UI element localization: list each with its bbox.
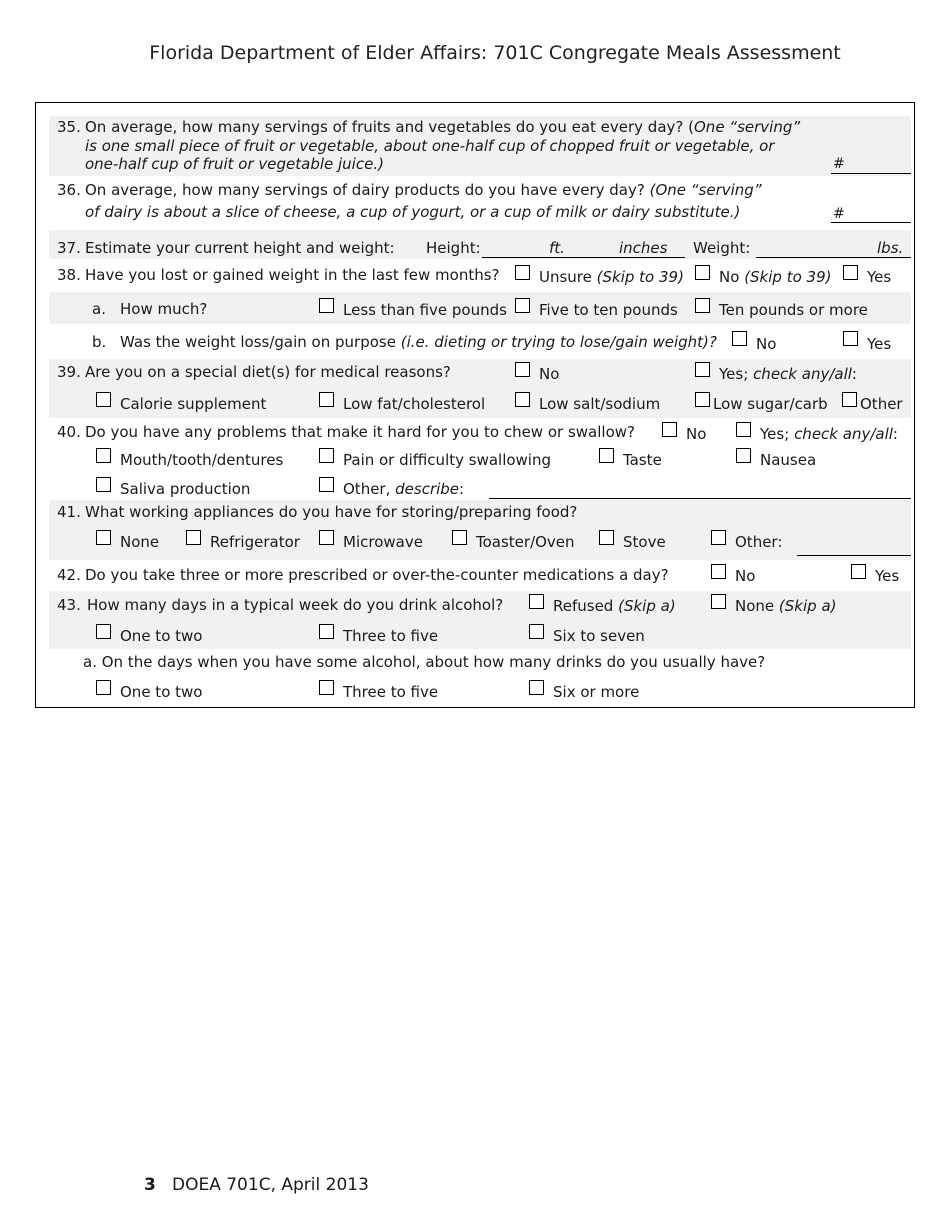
q38-yes-label: Yes [867, 268, 892, 286]
q38a-opt1-label: Less than five pounds [343, 301, 507, 319]
q37-height-label: Height: [426, 239, 481, 257]
q39-lowsugar-checkbox[interactable] [695, 392, 710, 407]
q40-other-colon: : [459, 480, 465, 498]
q40-number: 40. [57, 423, 81, 441]
q40-yes-checkbox[interactable] [736, 422, 751, 437]
q40-taste-checkbox[interactable] [599, 448, 614, 463]
q38-no-label [719, 268, 831, 286]
q43a-onetwo-label: One to two [120, 683, 203, 701]
q41-other-line[interactable] [797, 555, 911, 556]
q41-stove-checkbox[interactable] [599, 530, 614, 545]
q40-yes-text: Yes; [760, 425, 790, 443]
q40-other-describe-line[interactable] [489, 498, 911, 499]
q43a-text: a. On the days when you have some alcohol, about how many drinks do you usually have? [83, 653, 766, 671]
q35-number: 35. [57, 118, 81, 136]
q40-saliva-label: Saliva production [120, 480, 251, 498]
q39-number: 39. [57, 363, 81, 381]
q42-yes-checkbox[interactable] [851, 564, 866, 579]
q41-none-label: None [120, 533, 160, 551]
footer-form-id: DOEA 701C, April 2013 [172, 1175, 369, 1195]
q41-none-checkbox[interactable] [96, 530, 111, 545]
q39-lowsalt-checkbox[interactable] [515, 392, 530, 407]
q40-taste-label: Taste [623, 451, 662, 469]
q43-number: 43. [57, 596, 81, 614]
q36-number: 36. [57, 181, 81, 199]
q41-other-checkbox[interactable] [711, 530, 726, 545]
q37-lbs-unit: lbs. [877, 239, 904, 257]
q35-note-open: ( [688, 118, 694, 136]
q41-toaster-label: Toaster/Oven [476, 533, 575, 551]
q39-lowfat-checkbox[interactable] [319, 392, 334, 407]
q39-no-label: No [539, 365, 560, 383]
q42-text: Do you take three or more prescribed or over-the-counter medications a day? [85, 566, 669, 584]
q40-no-checkbox[interactable] [662, 422, 677, 437]
q41-toaster-checkbox[interactable] [452, 530, 467, 545]
q38a-opt1-checkbox[interactable] [319, 298, 334, 313]
q43a-sixmore-label: Six or more [553, 683, 640, 701]
q39-lowsalt-label: Low salt/sodium [539, 395, 661, 413]
q42-number: 42. [57, 566, 81, 584]
q36-answer-line[interactable] [831, 222, 911, 223]
q41-number: 41. [57, 503, 81, 521]
q36-text [85, 181, 762, 199]
q39-yes-checkbox[interactable] [695, 362, 710, 377]
q39-yes-colon: : [851, 365, 857, 383]
q35-note-line2: is one small piece of fruit or vegetable, about one-half cup of chopped fruit or vegetable, or [85, 137, 775, 155]
q38a-text: How much? [120, 300, 208, 318]
q41-other-label: Other: [735, 533, 783, 551]
q37-number: 37. [57, 239, 81, 257]
q39-calorie-label: Calorie supplement [120, 395, 267, 413]
q35-answer-line[interactable] [831, 173, 911, 174]
q38b-question: Was the weight loss/gain on purpose [120, 333, 396, 351]
q40-saliva-checkbox[interactable] [96, 477, 111, 492]
q38-unsure-note: (Skip to 39) [596, 268, 684, 286]
q35-note-line3: one-half cup of fruit or vegetable juice.) [85, 155, 384, 173]
q38b-note: (i.e. dieting or trying to lose/gain weight)? [400, 333, 717, 351]
q40-yes-note: check any/all [794, 425, 893, 443]
q43-none-label [735, 597, 836, 615]
q43a-onetwo-checkbox[interactable] [96, 680, 111, 695]
q37-weight-line[interactable] [756, 257, 911, 258]
q43-threefive-checkbox[interactable] [319, 624, 334, 639]
q37-text: Estimate your current height and weight: [85, 239, 395, 257]
q35-note-line1: One “serving” [694, 118, 801, 136]
q38a-opt2-label: Five to ten pounds [539, 301, 678, 319]
q40-other-note: describe [395, 480, 460, 498]
q42-no-label: No [735, 567, 756, 585]
footer-page-number: 3 [144, 1175, 156, 1195]
q38b-no-checkbox[interactable] [732, 331, 747, 346]
q43-refused-note: (Skip a) [618, 597, 676, 615]
q38a-opt2-checkbox[interactable] [515, 298, 530, 313]
q41-refrigerator-checkbox[interactable] [186, 530, 201, 545]
q38-yes-checkbox[interactable] [843, 265, 858, 280]
q41-refrigerator-label: Refrigerator [210, 533, 300, 551]
q43-text: How many days in a typical week do you drink alcohol? [87, 596, 504, 614]
q35-hash: # [833, 156, 845, 172]
q35-text [85, 118, 800, 136]
q37-weight-label: Weight: [693, 239, 751, 257]
q38-unsure-text: Unsure [539, 268, 592, 286]
q37-inches-unit: inches [619, 239, 668, 257]
q43-none-note: (Skip a) [778, 597, 837, 615]
q36-note-line1: (One “serving” [649, 181, 762, 199]
q38b-text [120, 333, 717, 351]
q41-text: What working appliances do you have for storing/preparing food? [85, 503, 578, 521]
q39-other-label: Other [860, 395, 903, 413]
q38-text: Have you lost or gained weight in the last few months? [85, 266, 500, 284]
q38-no-checkbox[interactable] [695, 265, 710, 280]
q40-yes-label [760, 425, 898, 443]
q40-swallow-checkbox[interactable] [319, 448, 334, 463]
q38a-letter: a. [92, 300, 106, 318]
q40-mouth-checkbox[interactable] [96, 448, 111, 463]
q39-yes-note: check any/all [753, 365, 852, 383]
q39-lowfat-label: Low fat/cholesterol [343, 395, 486, 413]
q43-refused-label [553, 597, 676, 615]
q41-microwave-checkbox[interactable] [319, 530, 334, 545]
q39-calorie-checkbox[interactable] [96, 392, 111, 407]
q37-ft-unit: ft. [549, 239, 565, 257]
q40-yes-colon: : [892, 425, 898, 443]
q39-other-checkbox[interactable] [842, 392, 857, 407]
q42-yes-label: Yes [875, 567, 900, 585]
q38a-opt3-checkbox[interactable] [695, 298, 710, 313]
q39-yes-text: Yes; [719, 365, 749, 383]
q43-sixseven-checkbox[interactable] [529, 624, 544, 639]
q43a-threefive-label: Three to five [343, 683, 439, 701]
q38-number: 38. [57, 266, 81, 284]
q38-no-text: No [719, 268, 740, 286]
q38-no-note: (Skip to 39) [744, 268, 832, 286]
q43-none-checkbox[interactable] [711, 594, 726, 609]
q43a-sixmore-checkbox[interactable] [529, 680, 544, 695]
q38b-yes-label: Yes [867, 335, 892, 353]
q38-unsure-checkbox[interactable] [515, 265, 530, 280]
q38b-no-label: No [756, 335, 777, 353]
q40-nausea-label: Nausea [760, 451, 817, 469]
q36-hash: # [833, 206, 845, 222]
q40-mouth-label: Mouth/tooth/dentures [120, 451, 284, 469]
q37-height-line[interactable] [482, 257, 685, 258]
q40-other-text: Other, [343, 480, 391, 498]
q43-onetwo-label: One to two [120, 627, 203, 645]
q39-yes-label [719, 365, 857, 383]
q40-swallow-label: Pain or difficulty swallowing [343, 451, 552, 469]
q35-question: On average, how many servings of fruits and vegetables do you eat every day? [85, 118, 684, 136]
q40-other-label [343, 480, 464, 498]
q36-question: On average, how many servings of dairy products do you have every day? [85, 181, 645, 199]
q43-refused-checkbox[interactable] [529, 594, 544, 609]
q39-lowsugar-label: Low sugar/carb [713, 395, 828, 413]
q40-other-checkbox[interactable] [319, 477, 334, 492]
q38b-letter: b. [92, 333, 107, 351]
q40-no-label: No [686, 425, 707, 443]
q43-refused-text: Refused [553, 597, 614, 615]
q43a-threefive-checkbox[interactable] [319, 680, 334, 695]
q38b-yes-checkbox[interactable] [843, 331, 858, 346]
q43-onetwo-checkbox[interactable] [96, 624, 111, 639]
page-title: Florida Department of Elder Affairs: 701C Congregate Meals Assessment [149, 42, 841, 64]
q38-unsure-label [539, 268, 684, 286]
q39-no-checkbox[interactable] [515, 362, 530, 377]
q38a-opt3-label: Ten pounds or more [719, 301, 868, 319]
q41-microwave-label: Microwave [343, 533, 423, 551]
q40-nausea-checkbox[interactable] [736, 448, 751, 463]
q43-none-text: None [735, 597, 775, 615]
q43-sixseven-label: Six to seven [553, 627, 645, 645]
q43-threefive-label: Three to five [343, 627, 439, 645]
q39-text: Are you on a special diet(s) for medical reasons? [85, 363, 451, 381]
q36-note-line2: of dairy is about a slice of cheese, a cup of yogurt, or a cup of milk or dairy substitute.) [85, 203, 741, 221]
q42-no-checkbox[interactable] [711, 564, 726, 579]
q40-text: Do you have any problems that make it hard for you to chew or swallow? [85, 423, 635, 441]
q41-stove-label: Stove [623, 533, 666, 551]
